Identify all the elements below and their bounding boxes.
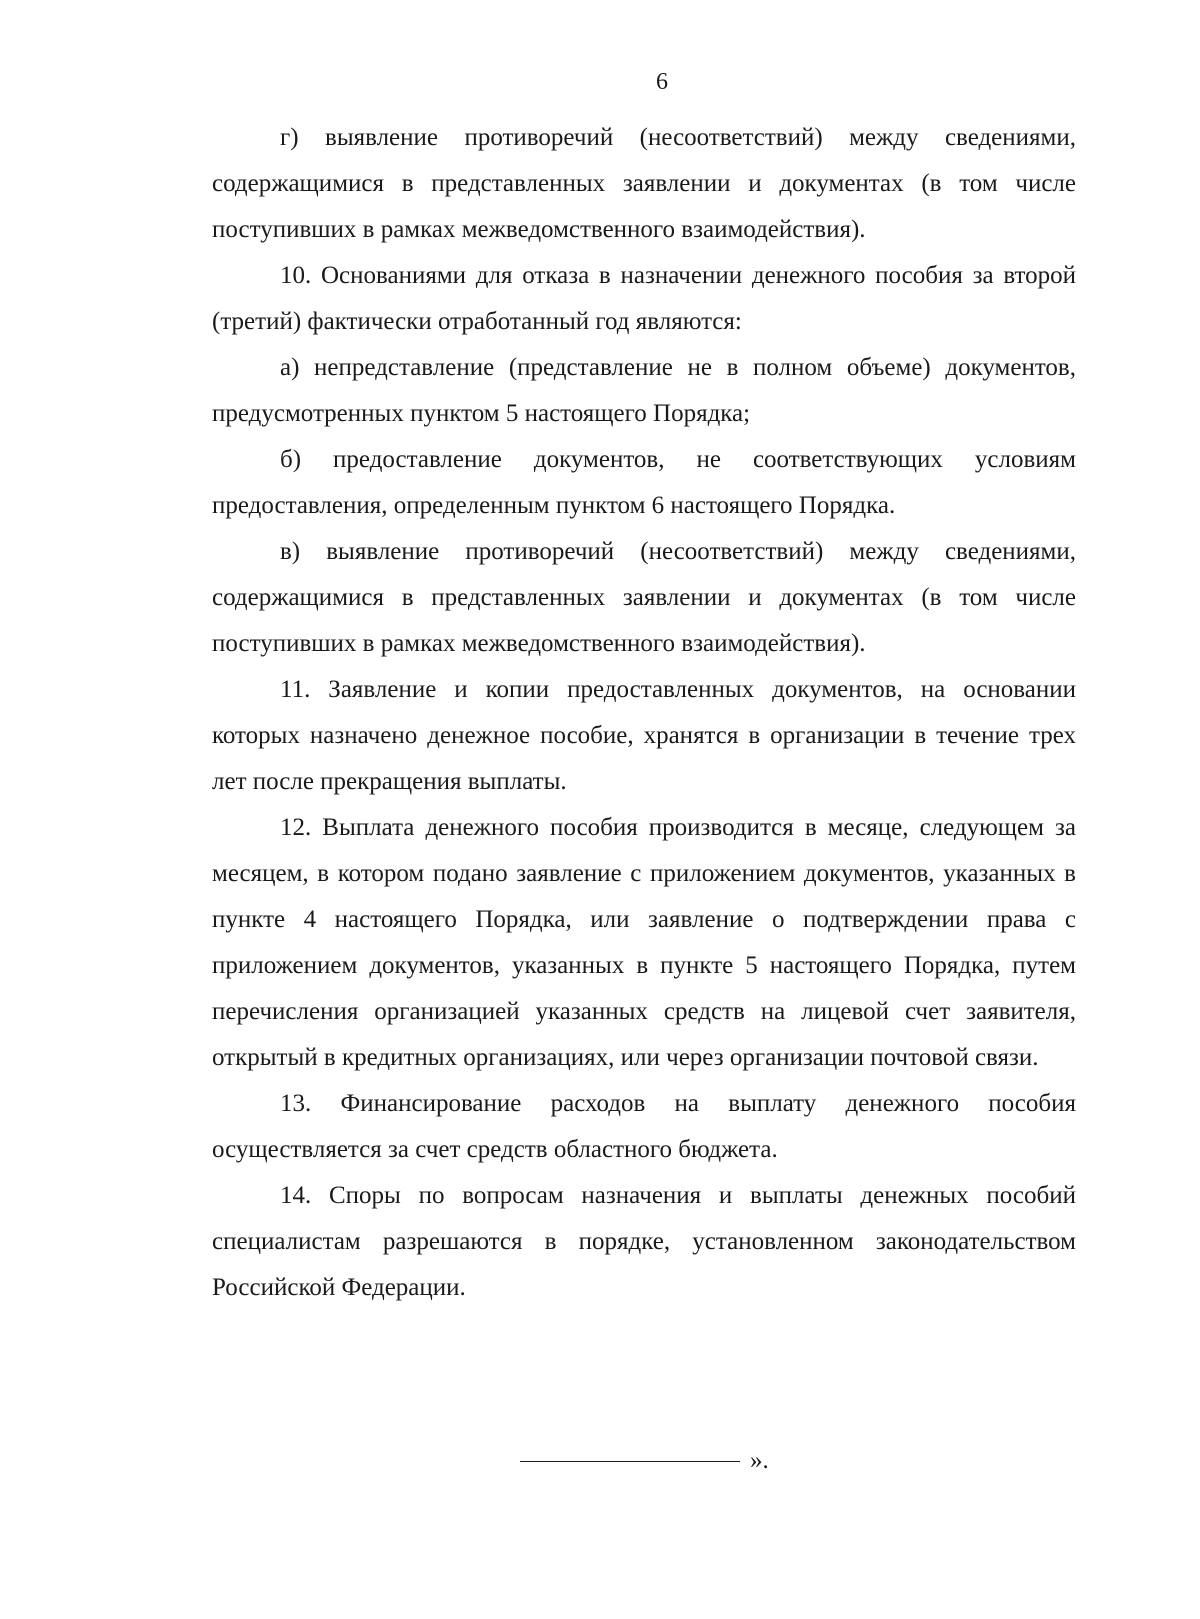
closing-quote: ». — [750, 1447, 769, 1474]
closing-divider — [520, 1461, 740, 1462]
paragraph-g: г) выявление противоречий (несоответствий) между сведениями, содержащимися в представленных заявлении и документах (в том числе поступивших в рамках межведомственного взаимодействия). — [212, 124, 1076, 243]
document-body — [212, 115, 1076, 1311]
paragraph-13: 13. Финансирование расходов на выплату денежного пособия осуществляется за счет средств областного бюджета. — [212, 1090, 1076, 1163]
paragraph-10: 10. Основаниями для отказа в назначении денежного пособия за второй (третий) фактически отработанный год являются: — [212, 262, 1076, 335]
paragraph-10v: в) выявление противоречий (несоответствий) между сведениями, содержащимися в представленных заявлении и документах (в том числе поступивших в рамках межведомственного взаимодействия). — [212, 538, 1076, 657]
page-number: 6 — [656, 69, 668, 95]
paragraph-10b: б) предоставление документов, не соответствующих условиям предоставления, определенным пунктом 6 настоящего Порядка. — [212, 446, 1076, 519]
paragraph-11: 11. Заявление и копии предоставленных документов, на основании которых назначено денежное пособие, хранятся в организации в течение трех лет после прекращения выплаты. — [212, 676, 1076, 795]
paragraph-10a: а) непредставление (представление не в полном объеме) документов, предусмотренных пунктом 5 настоящего Порядка; — [212, 354, 1076, 427]
closing-mark — [520, 1446, 769, 1476]
paragraph-14: 14. Споры по вопросам назначения и выплаты денежных пособий специалистам разрешаются в порядке, установленном законодательством Российской Федерации. — [212, 1182, 1076, 1301]
paragraph-12: 12. Выплата денежного пособия производится в месяце, следующем за месяцем, в котором подано заявление с приложением документов, указанных в пункте 4 настоящего Порядка, или заявление о подтверждении права с приложением документов, указанных в пункте 5 настоящего Порядка, путем перечисления организацией указанных средств на лицевой счет заявителя, открытый в кредитных организациях, или через организации почтовой связи. — [212, 814, 1076, 1071]
